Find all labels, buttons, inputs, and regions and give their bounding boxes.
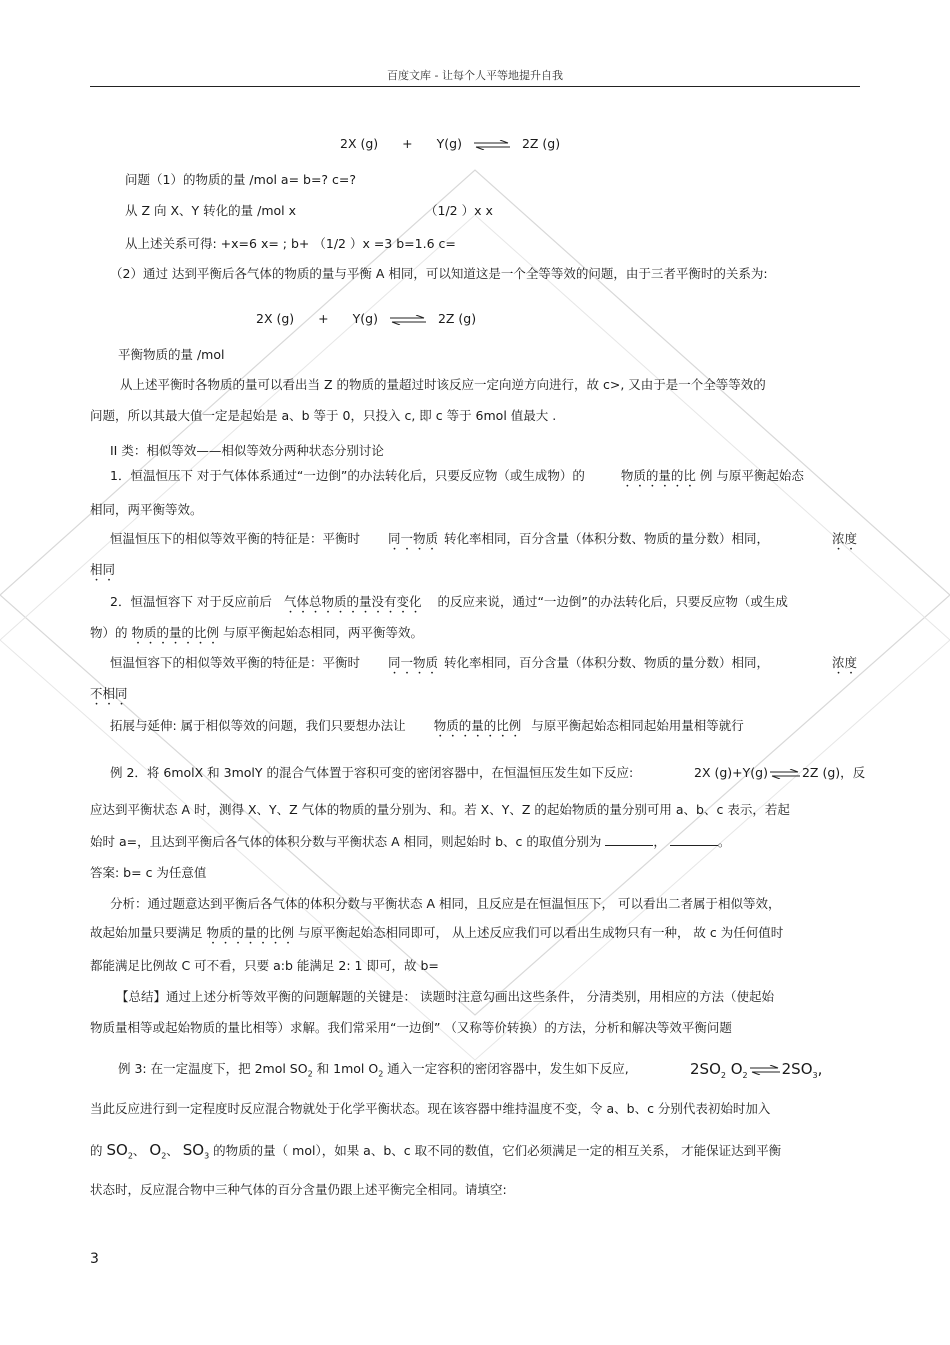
ex3-l3-sep1: 、 bbox=[132, 1143, 150, 1158]
line-case-2-b bbox=[90, 625, 423, 647]
ex3-l3-sep2: 、 bbox=[166, 1143, 183, 1158]
case-1-text: 1．恒温恒压下 对于气体体系通过“一边倒”的办法转化后，只要反应物（或生成物）的 bbox=[110, 468, 585, 483]
extension-tail: 与原平衡起始态相同起始用量相等就行 bbox=[531, 718, 744, 733]
feature-1-emphasis: 同一物质 bbox=[388, 531, 439, 546]
line-case-1-end: 相同，两平衡等效。 bbox=[90, 502, 203, 517]
ex3-so2-sub: 2 bbox=[720, 1071, 726, 1080]
eq1-plus: + bbox=[402, 136, 413, 151]
page-number: 3 bbox=[90, 1251, 99, 1267]
eq2-plus: + bbox=[318, 311, 329, 326]
ex3-sub-a: 2 bbox=[307, 1069, 313, 1079]
feature-1-mid: 转化率相同，百分含量（体积分数、物质的量分数）相同， bbox=[444, 531, 770, 546]
line-feature-1 bbox=[110, 531, 769, 553]
equilibrium-arrow-icon bbox=[768, 769, 802, 779]
example-2-line-3 bbox=[90, 835, 730, 849]
feature-1-concentration: 浓度 bbox=[832, 531, 858, 546]
equation-2 bbox=[256, 313, 476, 326]
page-header: 百度文库 - 让每个人平等地提升自我 bbox=[387, 69, 563, 82]
summary-line-2: 物质量相等或起始物质的量比相等）求解。我们常采用“一边倒” （又称等价转换）的方法，分析和解决等效平衡问题 bbox=[90, 1020, 732, 1035]
feature-2-not-same: 不相同 bbox=[90, 686, 128, 701]
case-2-tail: 的反应来说，通过“一边倒”的办法转化后，只要反应物（或生成 bbox=[437, 594, 788, 609]
line-feature-2 bbox=[110, 655, 769, 677]
ex3-so3: 2SO bbox=[781, 1060, 813, 1078]
feature-1-text: 恒温恒压下的相似等效平衡的特征是：平衡时 bbox=[110, 531, 361, 546]
ex3-sub-d: 2 bbox=[378, 1069, 384, 1079]
feature-2-concentration: 浓度 bbox=[832, 655, 858, 670]
ex3-text-a: 例 3: 在一定温度下，把 2mol SO bbox=[118, 1061, 308, 1076]
example-2-reactants: 2X (g)+Y(g) bbox=[694, 765, 768, 780]
eq2-lhs: 2X (g) bbox=[256, 311, 295, 326]
example-2-line-2: 应达到平衡状态 A 时，测得 X、Y、Z 气体的物质的量分别为、和。若 X、Y、Z 的起始物质的量分别可用 a、b、c 表示，若起 bbox=[90, 802, 790, 817]
ex3-l3-so2-sub: 2 bbox=[127, 1151, 133, 1161]
ex3-so2: 2SO bbox=[690, 1060, 721, 1078]
example-3-intro bbox=[118, 1063, 629, 1079]
example-2-analysis-1: 分析：通过题意达到平衡后各气体的体积分数与平衡状态 A 相同，且反应是在恒温恒压下， 可以看出二者属于相似等效， bbox=[110, 896, 781, 911]
equilibrium-arrow-icon bbox=[388, 315, 428, 325]
ex3-l3-so3-sub: 3 bbox=[204, 1151, 210, 1161]
example-2-answer: 答案: b= c 为任意值 bbox=[90, 865, 207, 880]
header-rule bbox=[90, 86, 860, 87]
summary-line-1: 【总结】通过上述分析等效平衡的问题解题的关键是： 读题时注意勾画出这些条件， 分清类别，用相应的方法（使起始 bbox=[116, 989, 774, 1004]
blank-separator: ， bbox=[653, 834, 666, 849]
line-case-1 bbox=[110, 468, 804, 490]
example-2-analysis-2 bbox=[90, 925, 783, 947]
line-equilibrium-amount: 平衡物质的量 /mol bbox=[118, 347, 225, 362]
ex3-text-c: 和 1mol O bbox=[312, 1061, 379, 1076]
ex3-l3-so2: SO bbox=[106, 1141, 128, 1159]
feature-2-text: 恒温恒容下的相似等效平衡的特征是：平衡时 bbox=[110, 655, 361, 670]
line-question-1: 问题（1）的物质的量 /mol a= b=? c=? bbox=[125, 172, 357, 187]
line-z-to-xy-values: （1/2 ）x x bbox=[425, 203, 493, 218]
example-2-product: 2Z (g)，反 bbox=[801, 765, 866, 780]
feature-2-mid: 转化率相同，百分含量（体积分数、物质的量分数）相同， bbox=[444, 655, 770, 670]
case-1-tail: 例 与原平衡起始态 bbox=[699, 468, 804, 483]
line-case-2 bbox=[110, 594, 788, 616]
case-1-emphasis: 物质的量的比 bbox=[620, 468, 696, 483]
line-part-2: （2）通过 达到平衡后各气体的物质的量与平衡 A 相同，可以知道这是一个全等等效的问题，由于三者平衡时的关系为: bbox=[110, 266, 768, 281]
eq2-rhs1: Y(g) bbox=[352, 311, 378, 326]
feature-1-same: 相同 bbox=[90, 562, 116, 577]
answer-blank-c[interactable] bbox=[670, 835, 718, 846]
ex3-l3-o2-sub: 2 bbox=[161, 1151, 167, 1161]
eq1-rhs1: Y(g) bbox=[436, 136, 462, 151]
case-2b-emphasis: 物质的量的比例 bbox=[131, 625, 219, 640]
example-2-intro: 例 2．将 6molX 和 3molY 的混合气体置于容积可变的密闭容器中，在恒温恒压发生如下反应: bbox=[110, 765, 634, 780]
blank-end: 。 bbox=[717, 834, 731, 849]
line-analysis-2: 问题，所以其最大值一定是起始是 a、b 等于 0，只投入 c, 即 c 等于 6mol 值最大 . bbox=[90, 408, 557, 423]
line-analysis-1: 从上述平衡时各物质的量可以看出当 Z 的物质的量超过时该反应一定向逆方向进行，故 c>, 又由于是一个全等等效的 bbox=[120, 377, 766, 392]
eq2-product: 2Z (g) bbox=[437, 311, 477, 326]
eq1-lhs: 2X (g) bbox=[340, 136, 379, 151]
ex3-l3-a: 的 bbox=[90, 1143, 107, 1158]
ex3-l3-so3: SO bbox=[182, 1141, 205, 1159]
ex3-l3-o2: O bbox=[149, 1141, 162, 1159]
analysis-2-text: 故起始加量只要满足 bbox=[90, 925, 207, 940]
case-2-text: 2．恒温恒容下 对于反应前后 bbox=[110, 594, 272, 609]
eq1-product: 2Z (g) bbox=[521, 136, 561, 151]
extension-emphasis: 物质的量的比例 bbox=[433, 718, 522, 733]
ex3-text-e: 通入一定容积的密闭容器中，发生如下反应, bbox=[383, 1061, 629, 1076]
case-2-emphasis: 气体总物质的量没有变化 bbox=[283, 594, 422, 609]
line-z-to-xy: 从 Z 向 X、Y 转化的量 /mol x bbox=[125, 203, 297, 218]
extension-text: 拓展与延伸: 属于相似等效的问题，我们只要想办法让 bbox=[110, 718, 406, 733]
ex3-so3-sub: 3 bbox=[812, 1071, 818, 1080]
analysis-2-emphasis: 物质的量的比例 bbox=[206, 925, 294, 940]
ex3-comma: , bbox=[817, 1060, 823, 1078]
equation-1 bbox=[340, 138, 560, 151]
ex3-o2-sub: 2 bbox=[742, 1071, 748, 1080]
feature-2-emphasis: 同一物质 bbox=[388, 655, 439, 670]
section-heading-class-ii: II 类：相似等效——相似等效分两种状态分别讨论 bbox=[110, 443, 384, 458]
analysis-2-tail: 与原平衡起始态相同即可， 从上述反应我们可以看出生成物只有一种， 故 c 为任何值时 bbox=[294, 925, 784, 940]
ex3-l3-tail: 的物质的量（ mol），如果 a、b、c 取不同的数值，它们必须满足一定的相互关系， 才能保证达到平衡 bbox=[209, 1143, 782, 1158]
line-extension bbox=[110, 718, 744, 740]
example-3-line-2: 当此反应进行到一定程度时反应混合物就处于化学平衡状态。现在该容器中维持温度不变，令 a、b、c 分别代表初始时加入 bbox=[90, 1101, 771, 1116]
example-3-equation bbox=[690, 1062, 822, 1080]
example-3-line-3 bbox=[90, 1143, 781, 1161]
ex3-o2: O bbox=[725, 1060, 743, 1078]
example-2-line-3-text: 始时 a=，且达到平衡后各气体的体积分数与平衡状态 A 相同，则起始时 b、c 的取值分别为 bbox=[90, 834, 602, 849]
example-3-line-4: 状态时，反应混合物中三种气体的百分含量仍跟上述平衡完全相同。请填空: bbox=[90, 1182, 507, 1197]
example-2-equation bbox=[694, 767, 865, 780]
case-2b-tail: 与原平衡起始态相同，两平衡等效。 bbox=[219, 625, 423, 640]
line-relation: 从上述关系可得: +x=6 x= ; b+ （1/2 ）x =3 b=1.6 c= bbox=[125, 236, 456, 251]
equilibrium-arrow-icon bbox=[748, 1065, 782, 1075]
case-2b-text: 物）的 bbox=[90, 625, 132, 640]
example-2-analysis-3: 都能满足比例故 C 可不看，只要 a:b 能满足 2: 1 即可，故 b= bbox=[90, 958, 439, 973]
answer-blank-b[interactable] bbox=[605, 835, 653, 846]
equilibrium-arrow-icon bbox=[472, 140, 512, 150]
